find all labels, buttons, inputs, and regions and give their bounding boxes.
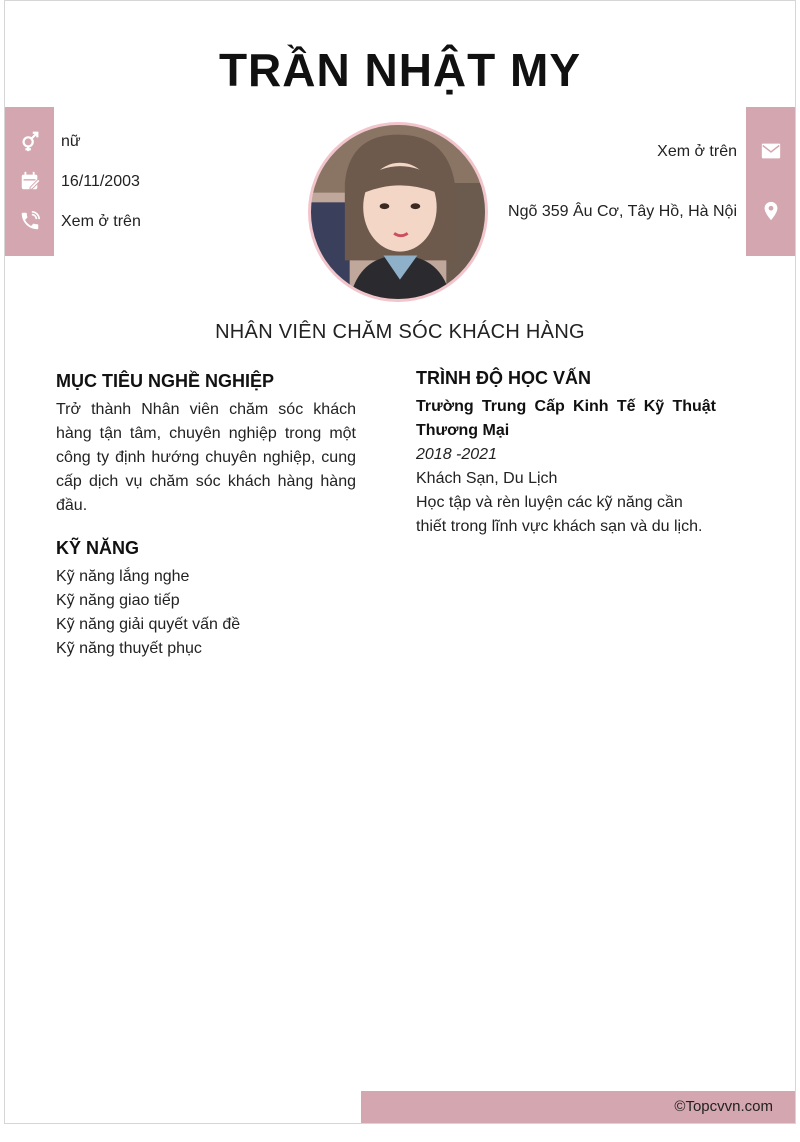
phone-value: Xem ở trên xyxy=(61,213,141,230)
email-value: Xem ở trên xyxy=(657,143,737,160)
job-title: NHÂN VIÊN CHĂM SÓC KHÁCH HÀNG xyxy=(215,321,585,343)
education-major: Khách Sạn, Du Lịch xyxy=(416,470,558,487)
gender-value: nữ xyxy=(61,133,81,150)
footer-credit[interactable]: ©Topcvvn.com xyxy=(674,1098,773,1115)
skill-item: Kỹ năng lắng nghe xyxy=(56,568,190,585)
phone-icon xyxy=(5,201,54,241)
candidate-name: TRẦN NHẬT MY xyxy=(218,44,582,96)
right-contact-bar xyxy=(746,107,795,256)
birthday-value: 16/11/2003 xyxy=(61,173,140,190)
gender-icon xyxy=(5,121,54,161)
footer-bar xyxy=(361,1091,795,1123)
left-contact-bar xyxy=(5,107,54,256)
calendar-icon xyxy=(5,161,54,201)
skill-item: Kỹ năng thuyết phục xyxy=(56,640,202,657)
school-name: Trường Trung Cấp Kinh Tế Kỹ Thuật Thương Mại xyxy=(416,398,716,439)
skill-item: Kỹ năng giải quyết vấn đề xyxy=(56,616,241,633)
education-description: Học tập và rèn luyện các kỹ năng cần thiết trong lĩnh vực khách sạn và du lịch. xyxy=(416,494,703,535)
objective-text: Trở thành Nhân viên chăm sóc khách hàng tận tâm, chuyên nghiệp trong một công ty định hướng chuyên nghiệp, cung cấp dịch vụ chăm sóc khách hàng hàng đầu. xyxy=(56,401,356,514)
skill-item: Kỹ năng giao tiếp xyxy=(56,592,180,609)
skills-heading: KỸ NĂNG xyxy=(56,538,140,558)
education-heading: TRÌNH ĐỘ HỌC VẤN xyxy=(416,368,591,388)
cv-page xyxy=(4,0,796,1124)
avatar-photo xyxy=(308,122,488,302)
education-years: 2018 -2021 xyxy=(416,446,497,463)
address-value: Ngõ 359 Âu Cơ, Tây Hồ, Hà Nội xyxy=(508,203,737,220)
right-column xyxy=(416,368,716,539)
email-icon xyxy=(746,131,795,171)
objective-heading: MỤC TIÊU NGHỀ NGHIỆP xyxy=(56,371,275,391)
left-column xyxy=(56,371,356,661)
location-pin-icon xyxy=(746,191,795,231)
